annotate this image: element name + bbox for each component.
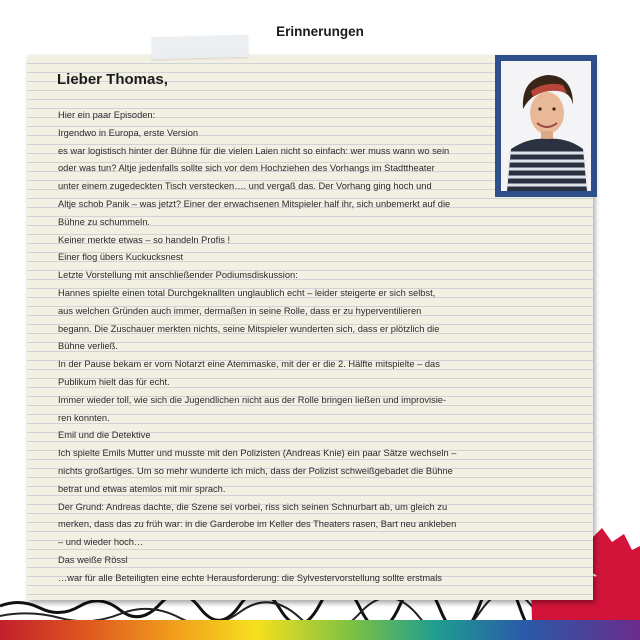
- letter-line: Altje schob Panik – was jetzt? Einer der erwachsenen Mitspieler half ihr, sich unbemerkt auf die: [58, 198, 451, 209]
- rainbow-bar: [0, 620, 640, 640]
- letter-line: Das weiße Rössl: [58, 554, 128, 565]
- letter-line: Irgendwo in Europa, erste Version: [58, 127, 199, 138]
- letter-line: aus welchen Gründen auch immer, dermaßen in seine Rolle, dass er zu hyperventilieren: [58, 305, 422, 316]
- letter-line: unter einem zugedeckten Tisch verstecken…. und vergaß das. Der Vorhang ging hoch und: [58, 181, 432, 192]
- letter-line: Letzte Vorstellung mit anschließender Podiumsdiskussion:: [58, 270, 298, 281]
- letter-line: Hannes spielte einen total Durchgeknallten unglaublich echt – leider steigerte er sich selbst,: [58, 287, 436, 298]
- letter-line: Einer flog übers Kuckucksnest: [58, 252, 184, 263]
- letter-greeting: Lieber Thomas,: [57, 71, 168, 88]
- letter-line: es war logistisch hinter der Bühne für die vielen Laien nicht so einfach: wer muss wann wo sein: [58, 145, 450, 156]
- portrait-photo: [495, 55, 597, 197]
- letter-line: Der Grund: Andreas dachte, die Szene sei vorbei, riss sich seinen Schnurbart ab, um gleich zu: [58, 501, 448, 512]
- letter-line: betrat und etwas atemlos mit mir sprach.: [58, 483, 226, 494]
- letter-line: …war für alle Beteiligten eine echte Herausforderung: die Sylvestervorstellung sollte erstmals: [58, 572, 442, 583]
- letter-line: ren konnten.: [58, 412, 110, 423]
- tape-strip: [152, 35, 249, 60]
- letter-line: begann. Die Zuschauer merkten nichts, seine Mitspieler wunderten sich, dass er plötzlich die: [58, 323, 440, 334]
- letter-line: Bühne zu schummeln.: [58, 216, 150, 227]
- letter-line: Keiner merkte etwas – so handeln Profis !: [58, 234, 231, 245]
- portrait-image: [501, 61, 591, 191]
- letter-line: nichts großartiges. Um so mehr wunderte ich mich, dass der Polizist schweißgebadet die Bühne: [58, 465, 453, 476]
- letter-line: Publikum hielt das für echt.: [58, 376, 170, 387]
- letter-line: Bühne verließ.: [58, 341, 118, 352]
- letter-body: [58, 107, 498, 588]
- letter-line: In der Pause bekam er vom Notarzt eine Atemmaske, mit der er die 2. Hälfte mitspielte – das: [58, 359, 440, 370]
- letter-line: oder was tun? Altje jedenfalls sollte sich vor dem Hochziehen des Vorhangs im Stadttheater: [58, 163, 435, 174]
- letter-line: Ich spielte Emils Mutter und musste mit den Polizisten (Andreas Knie) ein paar Sätze wechseln –: [58, 448, 457, 459]
- letter-line: merken, dass das zu früh war: in die Garderobe im Keller des Theaters rasen, Bart neu ankleben: [58, 519, 457, 530]
- letter-line: Immer wieder toll, wie sich die Jugendlichen nicht aus der Rolle bringen ließen und improvisie-: [58, 394, 447, 405]
- letter-line: – und wieder hoch…: [58, 537, 144, 548]
- letter-line: Emil und die Detektive: [58, 430, 151, 441]
- letter-line: Hier ein paar Episoden:: [58, 110, 156, 120]
- page-title: Erinnerungen: [276, 24, 364, 39]
